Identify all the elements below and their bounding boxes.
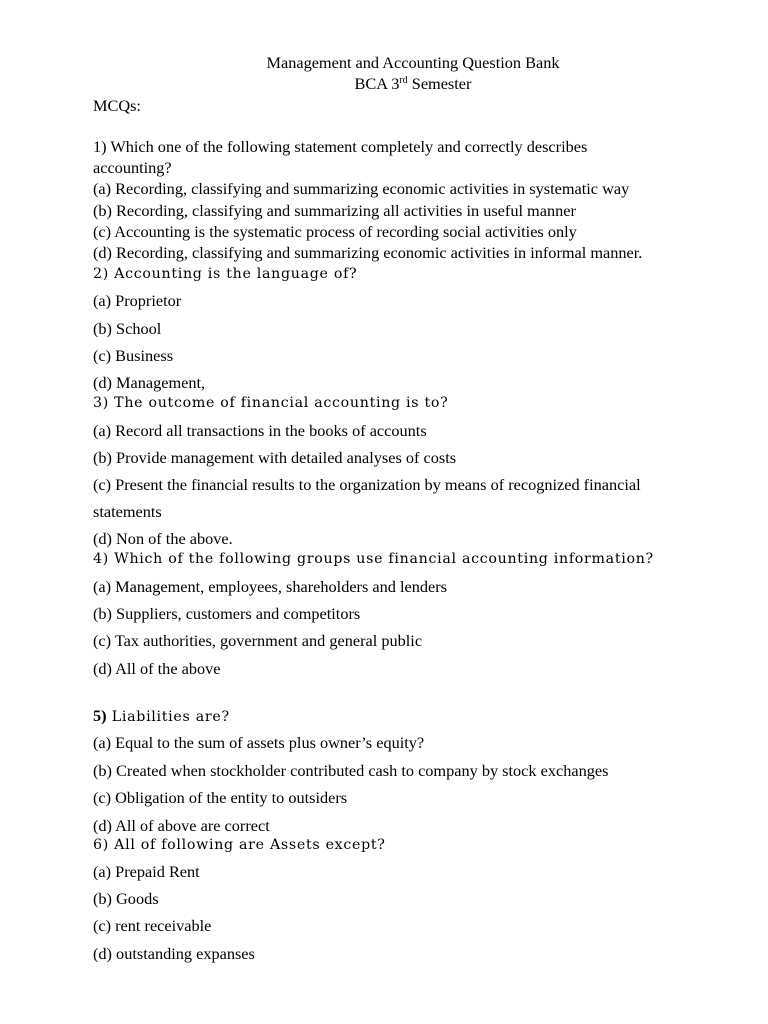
question-5-option-c: (c) Obligation of the entity to outsiders — [93, 788, 348, 807]
question-2-option-d: (d) Management, — [93, 373, 206, 392]
question-1-option-a: (a) Recording, classifying and summarizing economic activities in systematic way — [93, 179, 630, 198]
question-2-option-b: (b) School — [93, 319, 162, 338]
question-3-text: 3) The outcome of financial accounting is to? — [93, 395, 449, 411]
question-2-text: 2) Accounting is the language of? — [93, 266, 358, 282]
subtitle-prefix: BCA 3 — [354, 74, 400, 93]
document-title: Management and Accounting Question Bank — [266, 53, 560, 72]
question-2-option-a: (a) Proprietor — [93, 291, 182, 310]
question-6-option-a: (a) Prepaid Rent — [93, 862, 200, 881]
question-3-option-c-line-1: (c) Present the financial results to the organization by means of recognized financial — [93, 475, 641, 494]
question-4-option-a: (a) Management, employees, shareholders and lenders — [93, 577, 447, 596]
question-6-option-d: (d) outstanding expanses — [93, 944, 255, 963]
question-3-option-d: (d) Non of the above. — [93, 529, 233, 548]
question-5-option-b: (b) Created when stockholder contributed cash to company by stock exchanges — [93, 761, 609, 780]
question-5-option-d: (d) All of above are correct — [93, 816, 270, 835]
document-subtitle — [0, 74, 768, 94]
question-2-option-c: (c) Business — [93, 346, 174, 365]
question-1-option-b: (b) Recording, classifying and summarizing all activities in useful manner — [93, 201, 576, 220]
question-6-option-c: (c) rent receivable — [93, 916, 212, 935]
question-4-option-d: (d) All of the above — [93, 659, 221, 678]
question-5-prompt: Liabilities are? — [106, 709, 230, 725]
question-3-option-c-line-2: statements — [93, 502, 162, 521]
question-1-text-line-2: accounting? — [93, 158, 172, 177]
question-5-text — [93, 706, 230, 727]
question-1-text-line-1: 1) Which one of the following statement completely and correctly describes — [93, 137, 588, 156]
subtitle-superscript: rd — [399, 75, 408, 86]
question-4-option-b: (b) Suppliers, customers and competitors — [93, 604, 361, 623]
question-5-number: 5) — [93, 706, 107, 725]
subtitle-suffix: Semester — [407, 74, 472, 93]
question-3-option-b: (b) Provide management with detailed analyses of costs — [93, 448, 457, 467]
question-3-option-a: (a) Record all transactions in the books of accounts — [93, 421, 427, 440]
question-4-option-c: (c) Tax authorities, government and general public — [93, 631, 423, 650]
question-4-text: 4) Which of the following groups use financial accounting information? — [93, 551, 654, 567]
question-6-option-b: (b) Goods — [93, 889, 159, 908]
question-6-text: 6) All of following are Assets except? — [93, 837, 386, 853]
question-5-option-a: (a) Equal to the sum of assets plus owner’s equity? — [93, 733, 425, 752]
question-1-option-c: (c) Accounting is the systematic process of recording social activities only — [93, 222, 577, 241]
section-heading: MCQs: — [93, 96, 141, 115]
question-1-option-d: (d) Recording, classifying and summarizing economic activities in informal manner. — [93, 243, 643, 262]
